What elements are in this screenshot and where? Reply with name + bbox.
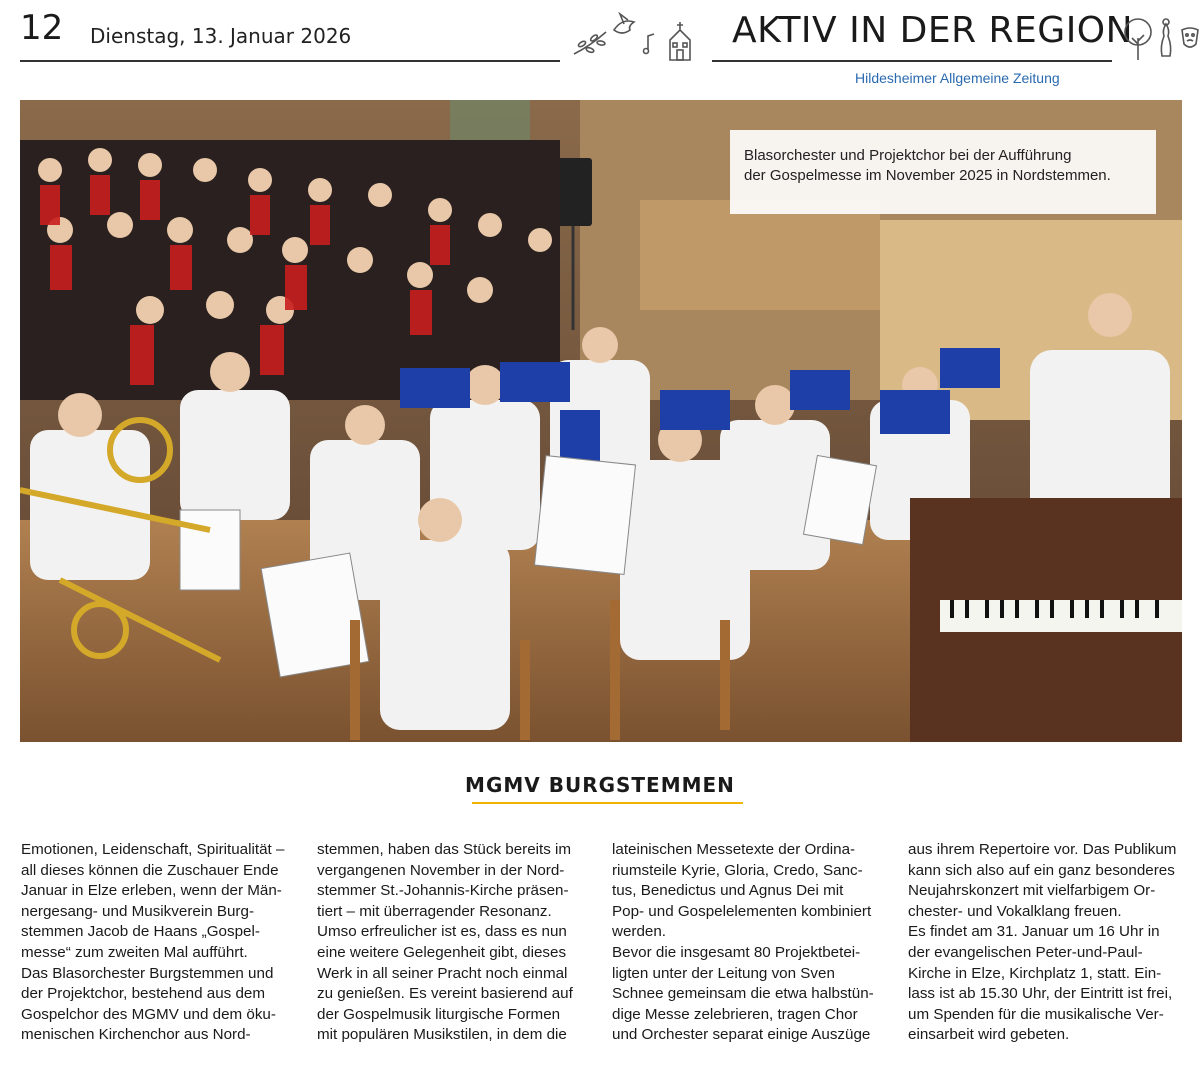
text-line: stemmen Jacob de Haans „Gospel- — [21, 923, 260, 941]
text-line: nergesang- und Musikverein Burg- — [21, 902, 254, 920]
text-line: mit populären Musikstilen, in dem die — [317, 1026, 567, 1044]
article-column-4 — [908, 840, 1188, 1046]
text-line: menischen Kirchenchor aus Nord- — [21, 1026, 251, 1044]
page-number: 12 — [20, 8, 64, 48]
text-line: dige Messe zelebrieren, tragen Chor — [612, 1005, 858, 1023]
dove-icon — [614, 14, 634, 33]
text-line: kann sich also auf ein ganz besonderes — [908, 861, 1175, 879]
kicker-underline — [472, 802, 743, 804]
text-line: Umso erfreulicher ist es, dass es nun — [317, 923, 567, 941]
church-icon — [670, 22, 690, 60]
text-line: und Orchester separat einige Auszüge — [612, 1026, 871, 1044]
text-line: lass ist ab 15.30 Uhr, der Eintritt ist frei, — [908, 985, 1173, 1003]
text-line: all dieses können die Zuschauer Ende — [21, 861, 279, 879]
text-line: tus, Benedictus und Agnus Dei mit — [612, 882, 844, 900]
bowling-pin-icon — [1161, 19, 1170, 56]
text-line: Emotionen, Leidenschaft, Spiritualität – — [21, 841, 285, 858]
text-line: lateinischen Messetexte der Ordina- — [612, 841, 856, 858]
article-column-2 — [317, 840, 597, 1046]
text-line: riumsteile Kyrie, Gloria, Credo, Sanc- — [612, 861, 863, 879]
text-line: vergangenen November in der Nord- — [317, 861, 565, 879]
text-line: werden. — [612, 923, 667, 941]
header-rule-left — [20, 60, 560, 62]
tree-icon — [1125, 19, 1151, 60]
header-icons-left — [570, 10, 700, 66]
text-line: der Projektchor, bestehend aus dem — [21, 985, 265, 1003]
text-line: Es findet am 31. Januar um 16 Uhr in — [908, 923, 1160, 941]
text-line: der Gospelmusik liturgische Formen — [317, 1005, 561, 1023]
text-line: zu genießen. Es vereint basierend auf — [317, 985, 573, 1003]
publication-name: Hildesheimer Allgemeine Zeitung — [855, 70, 1060, 86]
text-line: Januar in Elze erleben, wenn der Män- — [21, 882, 282, 900]
text-line: chester- und Vokalklang freuen. — [908, 902, 1122, 920]
text-line: Werk in all seiner Pracht noch einmal — [317, 964, 568, 982]
header-rule-right — [712, 60, 1112, 62]
article-column-1 — [21, 840, 301, 1046]
article-column-3 — [612, 840, 892, 1046]
text-line: Bevor die insgesamt 80 Projektbetei- — [612, 943, 861, 961]
text-line: stemmen, haben das Stück bereits im — [317, 841, 572, 858]
text-line: Kirche in Elze, Kirchplatz 1, statt. Ein- — [908, 964, 1162, 982]
text-line: aus ihrem Repertoire vor. Das Publikum — [908, 841, 1177, 858]
text-line: Schnee gemeinsam die etwa halbstün- — [612, 985, 874, 1003]
header-icons-right — [1122, 10, 1200, 66]
section-title: AKTIV IN DER REGION — [732, 10, 1134, 51]
article-kicker: MGMV BURGSTEMMEN — [465, 773, 735, 797]
text-line: ligten unter der Leitung von Sven — [612, 964, 835, 982]
photo-caption — [730, 130, 1156, 214]
caption-line: der Gospelmesse im November 2025 in Nordstemmen. — [744, 167, 1111, 184]
text-line: tiert – mit überragender Resonanz. — [317, 902, 552, 920]
text-line: eine weitere Gelegenheit gibt, dieses — [317, 943, 567, 961]
theater-masks-icon — [1182, 28, 1198, 47]
text-line: einsarbeit wird gebeten. — [908, 1026, 1070, 1044]
text-line: Pop- und Gospelelementen kombiniert — [612, 902, 872, 920]
text-line: Neujahrskonzert mit vielfarbigem Or- — [908, 882, 1156, 900]
text-line: stemmer St.-Johannis-Kirche präsen- — [317, 882, 569, 900]
text-line: um Spenden für die musikalische Ver- — [908, 1005, 1164, 1023]
text-line: Das Blasorchester Burgstemmen und — [21, 964, 274, 982]
caption-line: Blasorchester und Projektchor bei der Aufführung — [744, 147, 1072, 164]
text-line: messe“ zum zweiten Mal aufführt. — [21, 943, 248, 961]
music-note-icon — [644, 34, 655, 54]
text-line: Gospelchor des MGMV und dem öku- — [21, 1005, 276, 1023]
branch-icon — [574, 32, 606, 54]
issue-date: Dienstag, 13. Januar 2026 — [90, 24, 352, 48]
text-line: der evangelischen Peter-und-Paul- — [908, 943, 1143, 961]
